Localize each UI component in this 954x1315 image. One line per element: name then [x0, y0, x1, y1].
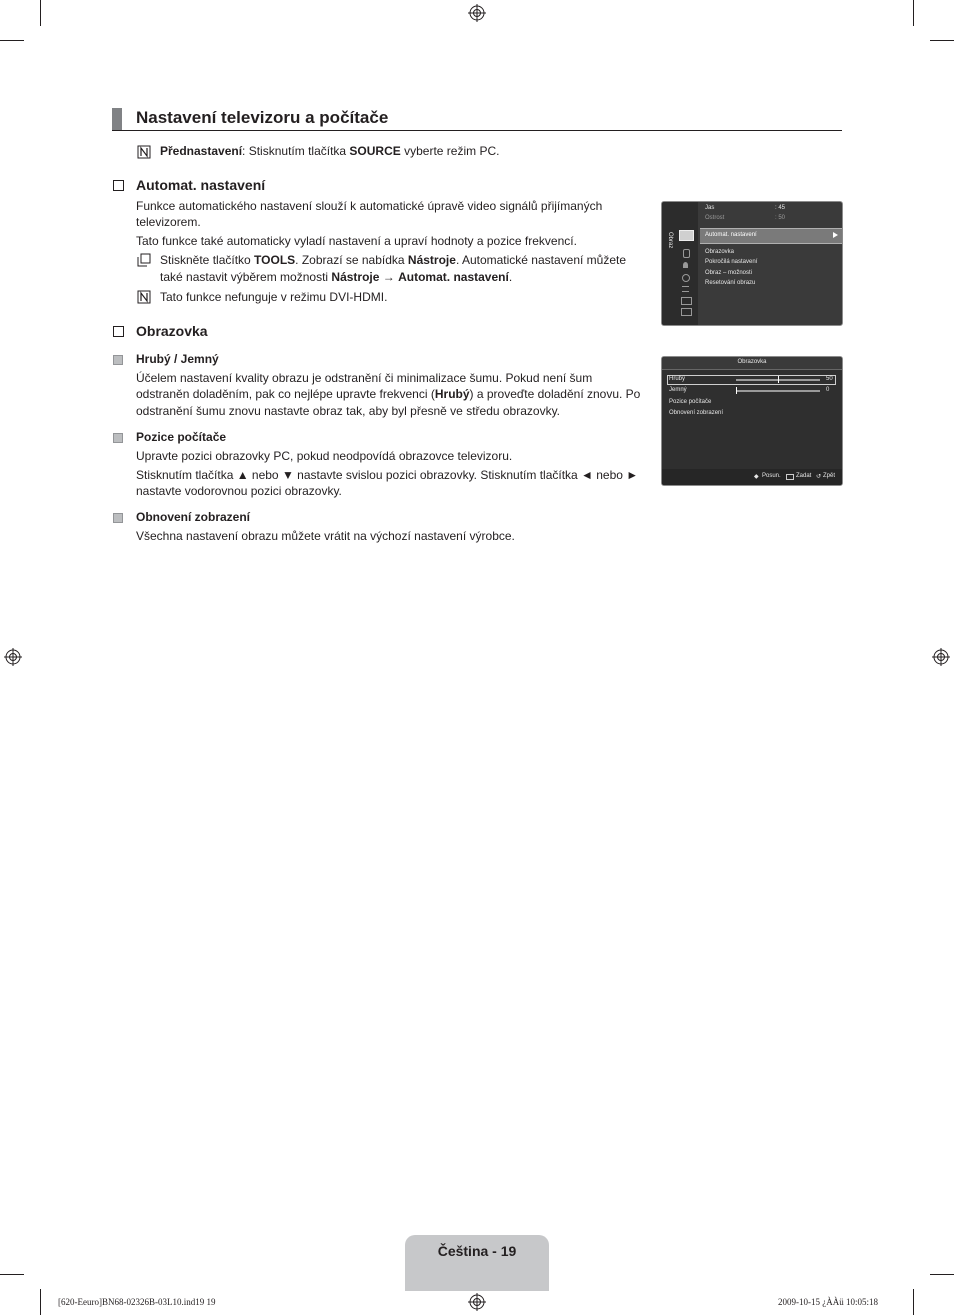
- tv-row-fine[interactable]: Jemný: [669, 387, 687, 393]
- fine-slider-thumb[interactable]: [736, 387, 737, 394]
- tools-icon: [137, 253, 151, 267]
- return-icon: ↺: [816, 474, 822, 480]
- tv-menu-item[interactable]: Resetování obrazu: [705, 280, 756, 286]
- tv-row-fine-value: 0: [826, 387, 830, 393]
- tv-menu-screen: [661, 356, 843, 486]
- auto-para1-line2: televizorem.: [136, 215, 201, 229]
- page-title: Nastavení televizoru a počítače: [136, 108, 389, 127]
- crop-mark: [930, 40, 954, 41]
- section-heading-auto: Automat. nastavení: [136, 177, 266, 193]
- tv-hint-move: Posun.: [762, 473, 781, 479]
- coarse-slider-thumb[interactable]: [778, 376, 779, 383]
- tv-row-pc-position[interactable]: Pozice počítače: [669, 399, 712, 405]
- fine-slider-track[interactable]: [736, 390, 820, 392]
- tv-menu-item[interactable]: Obraz – možnosti: [705, 270, 753, 276]
- intro-note: Přednastavení: Stisknutím tlačítka SOURCE vyberte režim PC.: [160, 144, 500, 158]
- section-checkbox-icon: [113, 326, 124, 337]
- tv-menu-picture: [661, 201, 843, 326]
- item-title-coarse-fine: Hrubý / Jemný: [136, 352, 219, 366]
- crop-mark: [930, 1274, 954, 1275]
- sound-icon: [683, 249, 690, 258]
- crop-mark: [0, 40, 24, 41]
- tv-row-brightness: Jas: [705, 205, 715, 211]
- bullet-icon: [113, 355, 123, 365]
- tv-row-coarse-value: 50: [826, 376, 833, 382]
- crop-mark: [40, 0, 41, 26]
- item2-line2: Stisknutím tlačítka ▲ nebo ▼ nastavte svislou pozici obrazovky. Stisknutím tlačítka ◄ nebo ►: [136, 468, 639, 482]
- crop-mark: [913, 1289, 914, 1315]
- setup-icon: [682, 274, 690, 282]
- imprint-right: 2009-10-15 ¿ÀÀü 10:05:18: [778, 1297, 878, 1307]
- tv-hint-enter: Zadat: [796, 473, 812, 479]
- auto-para1-line1: Funkce automatického nastavení slouží k automatické úpravě video signálů přijímaných: [136, 199, 603, 213]
- page-number: Čeština - 19: [437, 1243, 517, 1259]
- tv-row-sharpness: Ostrost: [705, 215, 725, 221]
- section-heading-screen: Obrazovka: [136, 323, 208, 339]
- arrow-right-icon: [833, 232, 838, 238]
- registration-mark-icon: [4, 648, 22, 666]
- channel-icon: [683, 262, 688, 268]
- tv-menu-item[interactable]: Pokročilá nastavení: [705, 259, 758, 265]
- title-bar-accent: [112, 108, 122, 131]
- tv-menu-item[interactable]: Obrazovka: [705, 249, 735, 255]
- auto-para2: Tato funkce také automaticky vyladí nastavení a upraví hodnoty a pozice frekvencí.: [136, 234, 577, 248]
- tv-row-reset[interactable]: Obnovení zobrazení: [669, 410, 724, 416]
- support-icon: [681, 308, 692, 316]
- item1-line2: odstraněn doladěním, pak co nejlépe upravte frekvenci (Hrubý) a proveďte doladění znovu. Po: [136, 387, 641, 401]
- item-title-reset: Obnovení zobrazení: [136, 510, 251, 524]
- bullet-icon: [113, 433, 123, 443]
- item2-line3: nastavte vodorovnou pozici obrazovky.: [136, 484, 342, 498]
- input-icon: [682, 286, 689, 292]
- tv-menu-sidebar: [662, 202, 698, 325]
- tv-highlight-label: Automat. nastavení: [705, 232, 757, 238]
- tv-hint-back: Zpět: [823, 473, 836, 479]
- registration-mark-icon: [932, 648, 950, 666]
- item2-line1: Upravte pozici obrazovky PC, pokud neodpovídá obrazovce televizoru.: [136, 449, 513, 463]
- registration-mark-icon: [468, 4, 486, 22]
- tv-row-brightness-value: : 45: [775, 205, 786, 211]
- bullet-icon: [113, 513, 123, 523]
- tv-menu-title: Obrazovka: [737, 359, 767, 365]
- item3-line1: Všechna nastavení obrazu můžete vrátit na výchozí nastavení výrobce.: [136, 529, 515, 543]
- title-rule: [112, 130, 842, 131]
- crop-mark: [913, 0, 914, 26]
- tv-row-coarse: Hrubý: [669, 376, 686, 382]
- enter-icon: [786, 474, 794, 480]
- dvi-note: Tato funkce nefunguje v režimu DVI-HDMI.: [160, 290, 388, 304]
- tools-note-line2: také nastavit výběrem možnosti Nástroje → Automat. nastavení.: [160, 270, 513, 284]
- application-icon: [681, 297, 692, 305]
- imprint-left: [620-Eeuro]BN68-02326B-03L10.ind19 19: [58, 1297, 216, 1307]
- registration-mark-icon: [468, 1293, 486, 1311]
- section-checkbox-icon: [113, 180, 124, 191]
- item1-line1: Účelem nastavení kvality obrazu je odstranění či minimalizace šumu. Pokud není šum: [136, 371, 593, 385]
- note-icon: [137, 145, 151, 159]
- tools-note-line1: Stiskněte tlačítko TOOLS. Zobrazí se nabídka Nástroje. Automatické nastavení můžete: [160, 253, 627, 267]
- crop-mark: [0, 1274, 24, 1275]
- updown-icon: ◆: [754, 474, 759, 480]
- note-icon: [137, 290, 151, 304]
- tv-side-label: Obraz: [667, 232, 673, 249]
- item1-line3: odstranění šumu znovu nastavte obraz tak, aby byl přesně ve středu obrazovky.: [136, 404, 561, 418]
- tv-hint-bar: [662, 469, 842, 485]
- item-title-pc-position: Pozice počítače: [136, 430, 227, 444]
- tv-row-sharpness-value: : 50: [775, 215, 786, 221]
- crop-mark: [40, 1289, 41, 1315]
- picture-icon: [679, 230, 694, 241]
